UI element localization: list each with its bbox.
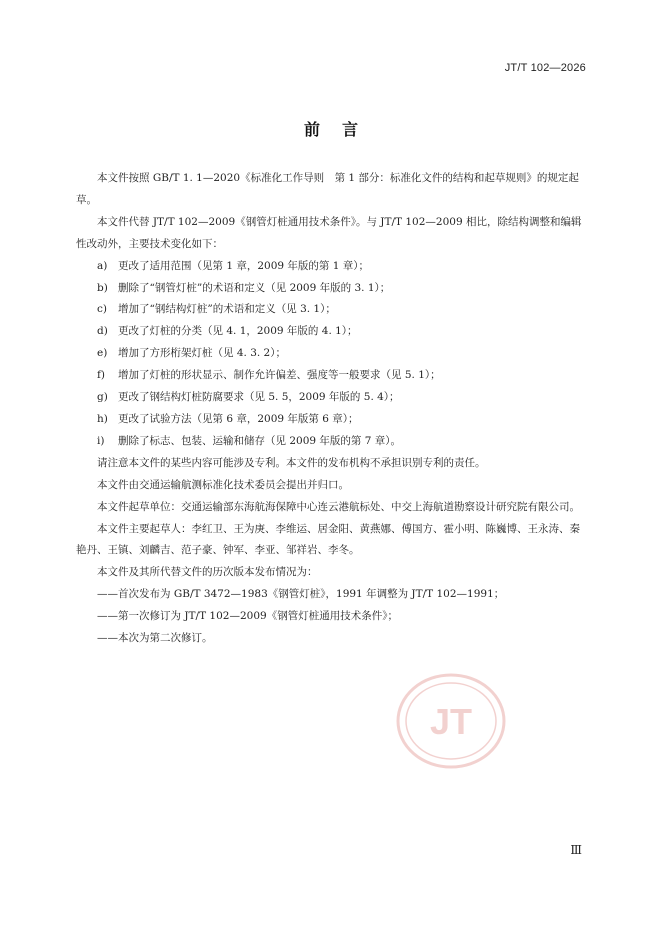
paragraph-history-intro: 本文件及其所代替文件的历次版本发布情况为： [97, 566, 318, 579]
page-number: Ⅲ [570, 843, 582, 857]
list-marker: e) [97, 347, 108, 360]
paragraph-patent-notice: 请注意本文件的某些内容可能涉及专利。本文件的发布机构不承担识别专利的责任。 [97, 456, 486, 469]
paragraph-history-first: ——首次发布为 GB/T 3472—1983《钢管灯桩》，1991 年调整为 JT/T 102—1991； [97, 588, 505, 601]
paragraph-history-second: ——第一次修订为 JT/T 102—2009《钢管灯桩通用技术条件》； [97, 610, 398, 623]
page-title: 前言 [303, 120, 380, 139]
change-item-h [76, 409, 588, 431]
change-item-i [76, 431, 588, 453]
change-item-d [76, 321, 588, 343]
list-marker: d) [97, 325, 108, 338]
document-body [76, 168, 588, 650]
list-marker: b) [97, 281, 108, 294]
change-item-a [76, 256, 588, 278]
paragraph-supersedes: 本文件代替 JT/T 102—2009《钢管灯桩通用技术条件》。与 JT/T 102—2009 相比，除结构调整和编辑性改动外，主要技术变化如下： [76, 215, 582, 250]
watermark-text: JT [429, 701, 473, 742]
list-marker: i) [97, 434, 105, 447]
list-text: 增加了灯桩的形状显示、制作允许偏差、强度等一般要求（见 5. 1）； [118, 369, 441, 382]
paragraph-history-current: ——本次为第二次修订。 [97, 632, 213, 645]
change-item-e [76, 343, 588, 365]
list-text: 更改了适用范围（见第 1 章，2009 年版的第 1 章）； [118, 259, 370, 272]
list-text: 增加了方形桁架灯桩（见 4. 3. 2）； [118, 347, 286, 360]
list-marker: g) [97, 391, 108, 404]
list-text: 增加了“钢结构灯桩”的术语和定义（见 3. 1）； [118, 303, 336, 316]
paragraph-drafters: 本文件主要起草人：李红卫、王为庚、李维运、居金阳、黄燕娜、傅国方、霍小明、陈巍博、王永涛、秦艳丹、王镇、刘麟吉、范子豪、钟军、李亚、邹祥岩、李冬。 [76, 522, 580, 557]
paragraph-proposer: 本文件由交通运输航测标准化技术委员会提出并归口。 [97, 478, 349, 491]
jt-watermark-logo [396, 673, 506, 769]
change-item-g [76, 387, 588, 409]
paragraph-drafting-units: 本文件起草单位：交通运输部东海航海保障中心连云港航标处、中交上海航道勘察设计研究院有限公司。 [97, 500, 580, 513]
list-text: 更改了试验方法（见第 6 章，2009 年版第 6 章）； [118, 412, 359, 425]
list-text: 更改了钢结构灯桩防腐要求（见 5. 5，2009 年版的 5. 4）； [118, 391, 400, 404]
list-text: 更改了灯桩的分类（见 4. 1，2009 年版的 4. 1）； [118, 325, 358, 338]
change-item-c [76, 299, 588, 321]
paragraph-drafting-rules: 本文件按照 GB/T 1. 1—2020《标准化工作导则 第 1 部分：标准化文件的结构和起草规则》的规定起草。 [76, 172, 579, 206]
change-item-f [76, 365, 588, 387]
list-marker: h) [97, 412, 108, 425]
list-text: 删除了“钢管灯桩”的术语和定义（见 2009 年版的 3. 1）； [118, 281, 391, 294]
change-item-b [76, 278, 588, 300]
list-text: 删除了标志、包装、运输和储存（见 2009 年版的第 7 章）。 [118, 434, 402, 447]
list-marker: f) [97, 369, 105, 382]
document-code: JT/T 102—2026 [504, 62, 586, 74]
list-marker: a) [97, 259, 108, 272]
list-marker: c) [97, 303, 107, 316]
